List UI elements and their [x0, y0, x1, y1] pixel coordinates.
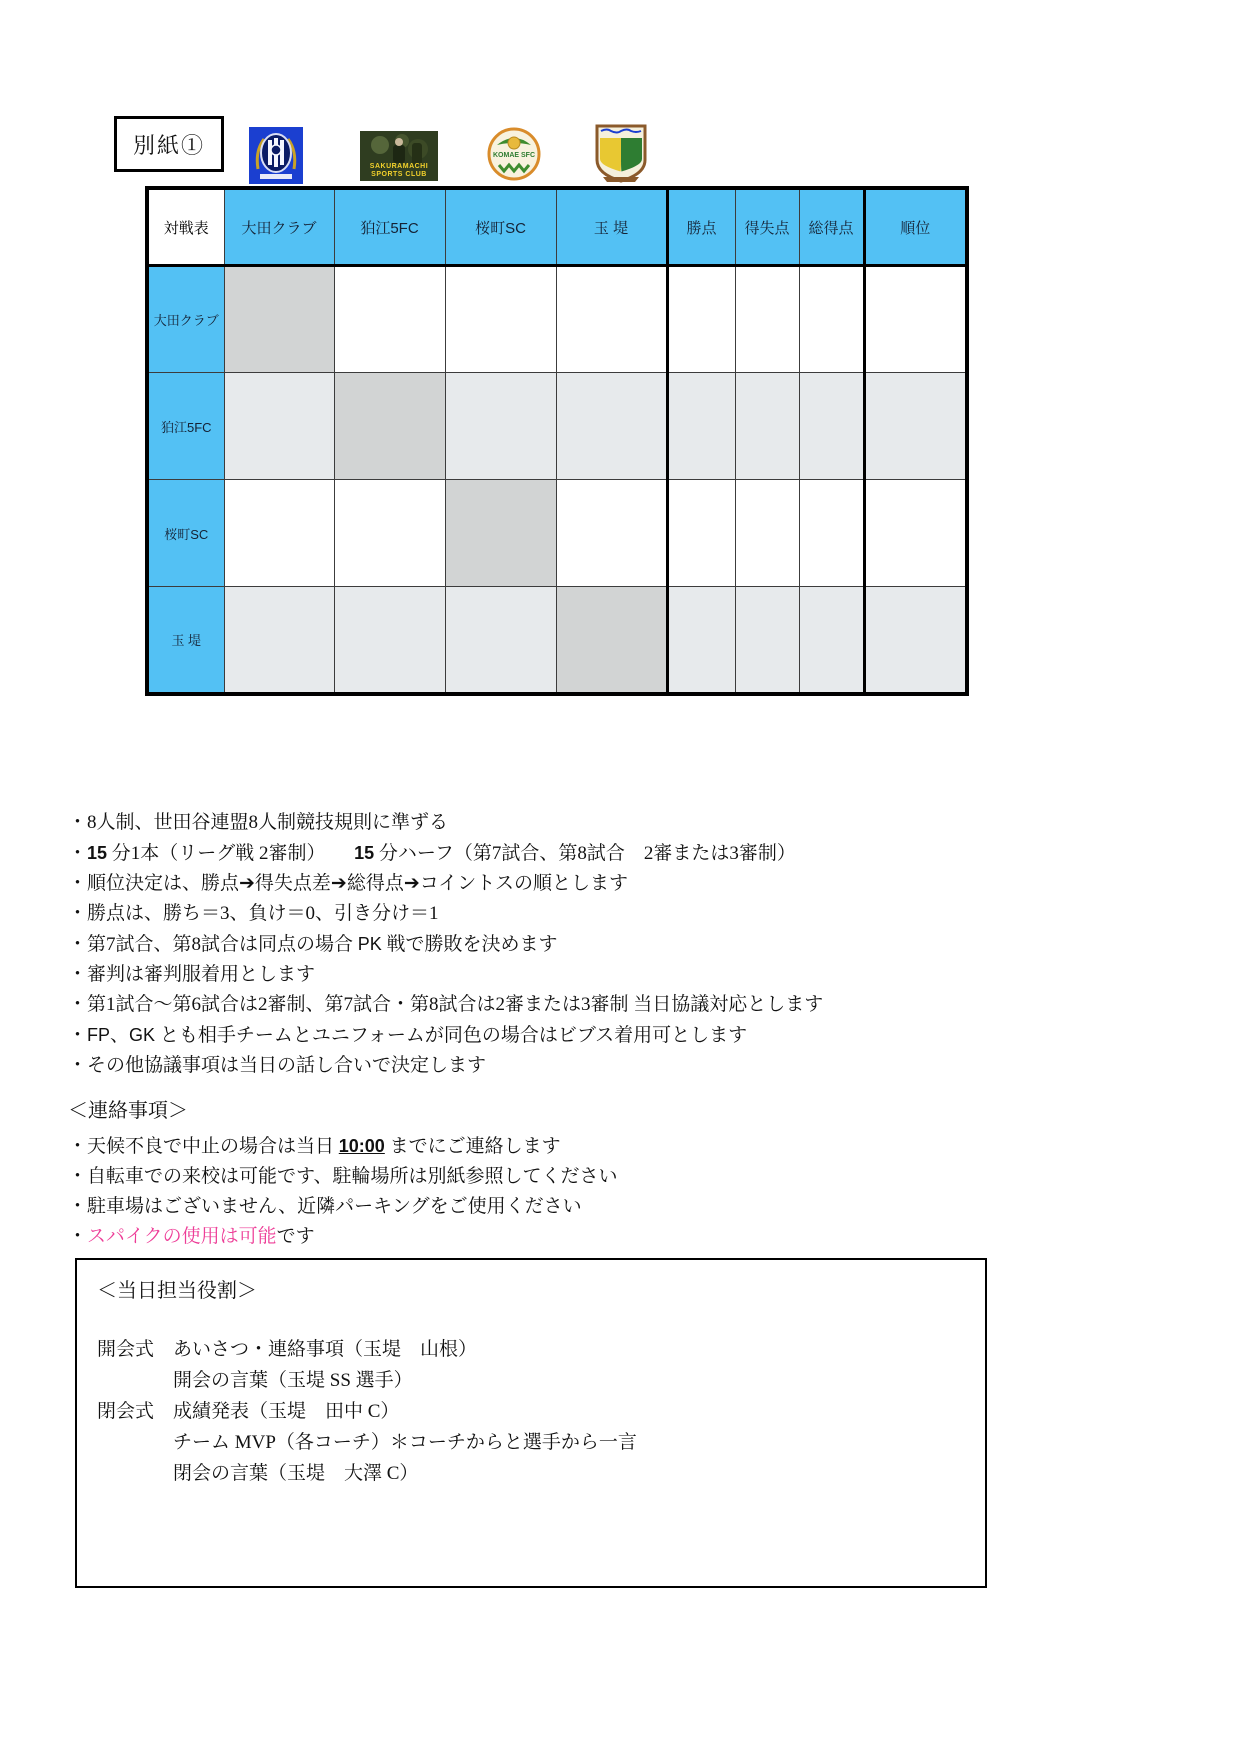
sakuramachi-name-line1: SAKURAMACHI [369, 163, 429, 170]
contact-item: ・スパイクの使用は可能です [68, 1225, 315, 1247]
rule-item: ・FP、GK とも相手チームとユニフォームが同色の場合はビブス着用可とします [68, 1024, 748, 1046]
stat-cell [667, 373, 735, 480]
attachment-label: 別紙① [132, 132, 205, 158]
contact-item: ・駐車場はございません、近隣パーキングをご使用ください [68, 1195, 582, 1217]
col-header-tamazutsumi: 玉 堤 [556, 188, 667, 266]
match-cell [556, 373, 667, 480]
table-row-tamazutsumi [147, 587, 967, 694]
col-header-sakuramachi: 桜町SC [445, 188, 556, 266]
contact-item: ・自転車での来校は可能です、駐輪場所は別紙参照してください [68, 1165, 618, 1187]
match-cell [445, 480, 556, 587]
rule-item: ・8人制、世田谷連盟8人制競技規則に準ずる [68, 811, 449, 833]
rule-item: ・15 分1本（リーグ戦 2審制） 15 分ハーフ（第7試合、第8試合 2審または3審制） [68, 842, 796, 864]
roles-line: 開会の言葉（玉堤 SS 選手） [97, 1370, 413, 1391]
match-cell [445, 587, 556, 694]
table-row-sakuramachi [147, 480, 967, 587]
rank-cell [864, 480, 967, 587]
roles-line: 閉会の言葉（玉堤 大澤 C） [97, 1463, 419, 1484]
rule-item: ・第7試合、第8試合は同点の場合 PK 戦で勝敗を決めます [68, 933, 558, 955]
contact-section [68, 1095, 1028, 1252]
komae-sfc-logo [487, 127, 541, 187]
col-header-komae5fc: 狛江5FC [334, 188, 445, 266]
rule-item: ・第1試合～第6試合は2審制、第7試合・第8試合は2審または3審制 当日協議対応とします [68, 993, 824, 1015]
stat-cell [735, 373, 799, 480]
match-cell [224, 587, 334, 694]
rule-item: ・順位決定は、勝点➔得失点差➔総得点➔コイントスの順とします [68, 872, 629, 894]
match-cell [334, 373, 445, 480]
contact-item: ・天候不良で中止の場合は当日 10:00 までにご連絡します [68, 1135, 561, 1157]
match-cell [224, 373, 334, 480]
match-cell [556, 480, 667, 587]
table-row-komae5fc [147, 373, 967, 480]
match-table [145, 186, 969, 696]
stat-cell [799, 266, 864, 373]
stat-cell [735, 266, 799, 373]
stat-cell [799, 587, 864, 694]
match-cell [556, 587, 667, 694]
match-cell [224, 480, 334, 587]
stat-cell [735, 587, 799, 694]
match-cell [334, 480, 445, 587]
rule-item: ・勝点は、勝ち＝3、負け＝0、引き分け＝1 [68, 902, 439, 924]
col-header-goal-diff: 得失点 [735, 188, 799, 266]
stat-cell [667, 480, 735, 587]
rules-list [68, 808, 1028, 1081]
match-cell [224, 266, 334, 373]
rule-item: ・その他協議事項は当日の話し合いで決定します [68, 1054, 487, 1076]
ota-club-logo [249, 127, 303, 189]
col-header-ota: 大田クラブ [224, 188, 334, 266]
tamazutsumi-logo [593, 122, 649, 189]
header-strip [0, 0, 1240, 186]
table-row-ota [147, 266, 967, 373]
stat-cell [799, 480, 864, 587]
stat-cell [667, 587, 735, 694]
tamazutsumi-shield-icon [593, 122, 649, 184]
row-header-ota: 大田クラブ [147, 266, 224, 373]
sakuramachi-name-line2: SPORTS CLUB [371, 171, 427, 178]
row-header-sakuramachi: 桜町SC [147, 480, 224, 587]
day-roles-box [75, 1258, 987, 1588]
komae-sfc-text: KOMAE SFC [493, 152, 535, 159]
stat-cell [799, 373, 864, 480]
rule-item: ・審判は審判服着用とします [68, 963, 316, 985]
rank-cell [864, 373, 967, 480]
row-header-tamazutsumi: 玉 堤 [147, 587, 224, 694]
col-header-rank: 順位 [864, 188, 967, 266]
attachment-label-box [114, 116, 224, 172]
match-cell [556, 266, 667, 373]
sakuramachi-logo [360, 131, 438, 181]
contact-heading: ＜連絡事項＞ [68, 1099, 188, 1122]
match-cell [445, 266, 556, 373]
komae-sfc-badge-icon [487, 127, 541, 182]
day-roles-heading: ＜当日担当役割＞ [97, 1280, 257, 1302]
match-cell [334, 266, 445, 373]
rank-cell [864, 587, 967, 694]
roles-line: 開会式 あいさつ・連絡事項（玉堤 山根） [97, 1339, 478, 1360]
stat-cell [667, 266, 735, 373]
stat-cell [735, 480, 799, 587]
col-header-points: 勝点 [667, 188, 735, 266]
ota-club-crest-icon [249, 127, 303, 184]
table-header-row [147, 188, 967, 266]
rank-cell [864, 266, 967, 373]
match-cell [445, 373, 556, 480]
row-header-komae5fc: 狛江5FC [147, 373, 224, 480]
roles-line: チーム MVP（各コーチ）＊コーチからと選手から一言 [97, 1432, 637, 1453]
col-header-total-goals: 総得点 [799, 188, 864, 266]
match-cell [334, 587, 445, 694]
table-corner-header: 対戦表 [147, 188, 224, 266]
roles-line: 閉会式 成績発表（玉堤 田中 C） [97, 1401, 400, 1422]
